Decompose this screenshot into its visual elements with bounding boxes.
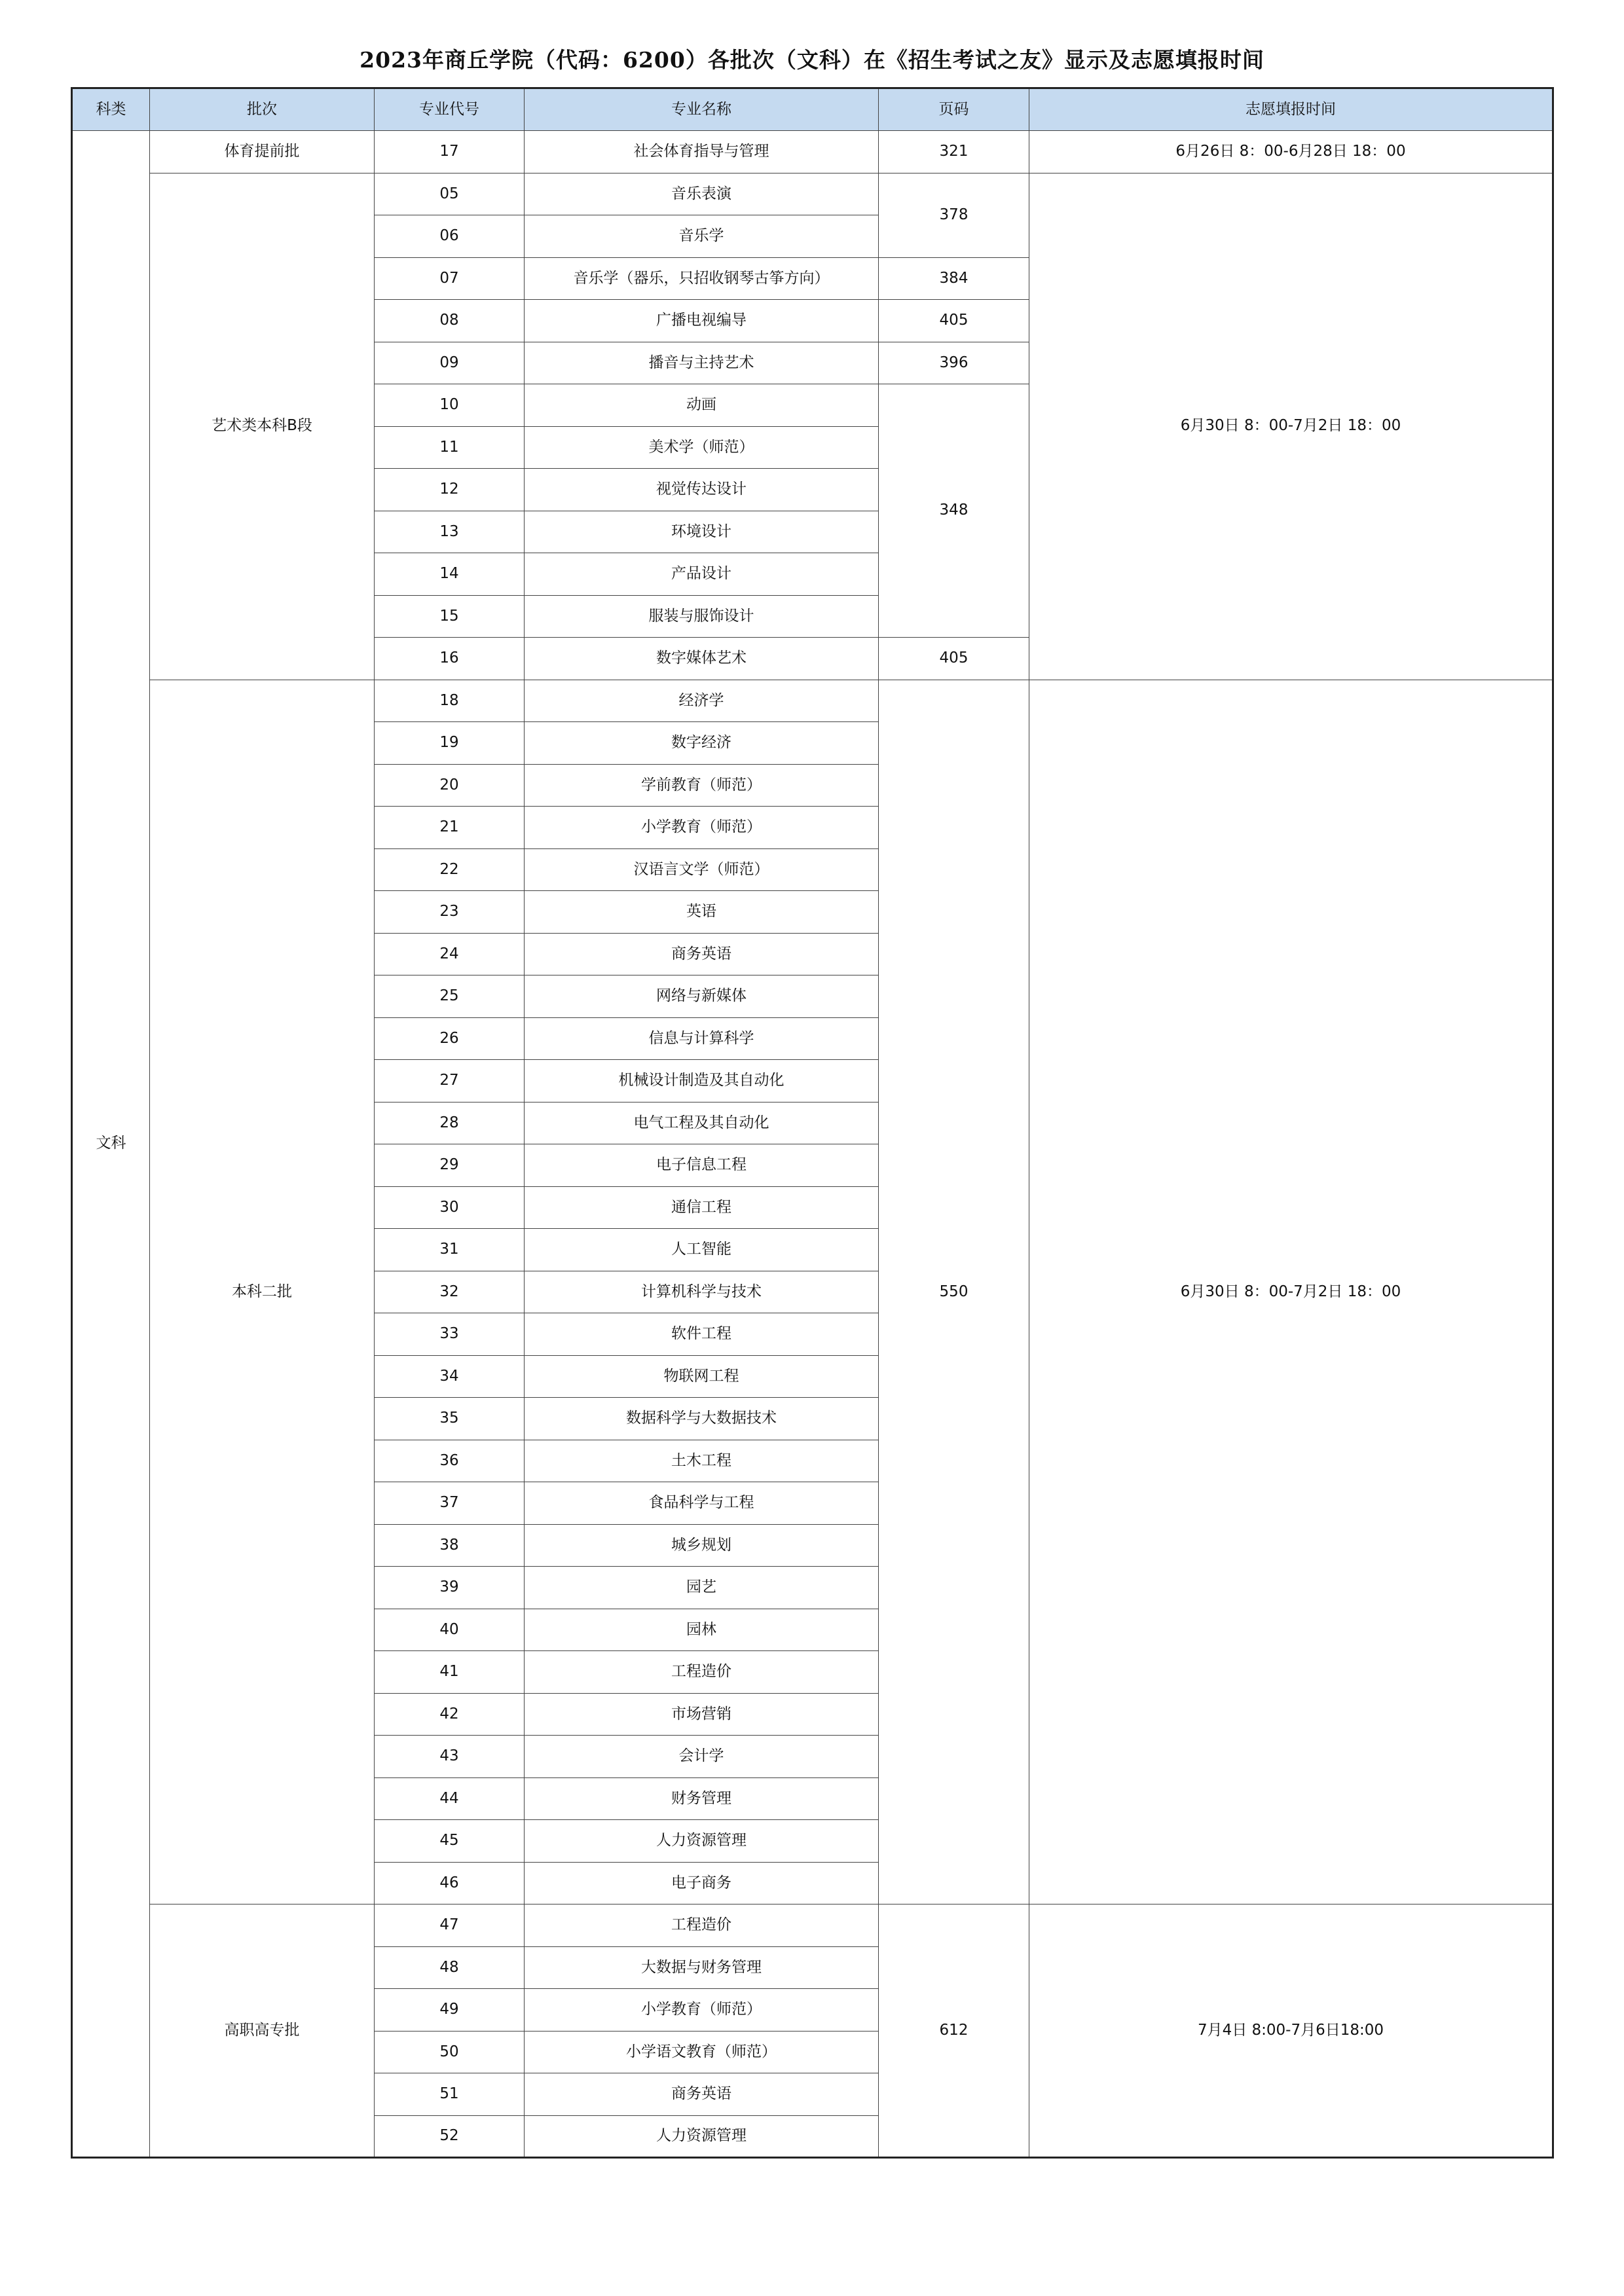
header-kelei: 科类 <box>72 88 150 131</box>
header-pici: 批次 <box>150 88 375 131</box>
major-name-cell: 音乐表演 <box>525 173 879 215</box>
major-name-cell: 播音与主持艺术 <box>525 342 879 384</box>
major-name-cell: 学前教育（师范） <box>525 764 879 807</box>
major-name-cell: 视觉传达设计 <box>525 469 879 511</box>
major-code-cell: 39 <box>375 1567 525 1609</box>
table-row <box>72 1904 1553 1947</box>
major-name-cell: 城乡规划 <box>525 1524 879 1567</box>
major-name-cell: 小学语文教育（师范） <box>525 2031 879 2073</box>
major-code-cell: 32 <box>375 1271 525 1313</box>
application-time-cell: 6月30日 8：00-7月2日 18：00 <box>1029 173 1553 680</box>
major-code-cell: 52 <box>375 2115 525 2158</box>
major-name-cell: 人力资源管理 <box>525 2115 879 2158</box>
major-code-cell: 10 <box>375 384 525 427</box>
major-code-cell: 12 <box>375 469 525 511</box>
major-code-cell: 43 <box>375 1736 525 1778</box>
major-name-cell: 财务管理 <box>525 1777 879 1820</box>
application-time-cell: 6月30日 8：00-7月2日 18：00 <box>1029 680 1553 1904</box>
major-code-cell: 14 <box>375 553 525 596</box>
major-code-cell: 18 <box>375 680 525 722</box>
major-name-cell: 食品科学与工程 <box>525 1482 879 1525</box>
major-name-cell: 物联网工程 <box>525 1355 879 1398</box>
batch-name-cell: 体育提前批 <box>150 131 375 173</box>
page-number-cell: 321 <box>879 131 1029 173</box>
major-code-cell: 36 <box>375 1440 525 1482</box>
major-name-cell: 信息与计算科学 <box>525 1017 879 1060</box>
major-code-cell: 46 <box>375 1862 525 1904</box>
major-name-cell: 电气工程及其自动化 <box>525 1102 879 1144</box>
table-row <box>72 131 1553 173</box>
page-number-cell: 405 <box>879 300 1029 342</box>
major-code-cell: 35 <box>375 1398 525 1440</box>
major-code-cell: 47 <box>375 1904 525 1947</box>
major-code-cell: 37 <box>375 1482 525 1525</box>
batch-name-cell: 本科二批 <box>150 680 375 1904</box>
page-number-cell: 384 <box>879 257 1029 300</box>
major-name-cell: 经济学 <box>525 680 879 722</box>
major-name-cell: 汉语言文学（师范） <box>525 848 879 891</box>
application-time-cell: 7月4日 8:00-7月6日18:00 <box>1029 1904 1553 2158</box>
major-name-cell: 市场营销 <box>525 1693 879 1736</box>
major-code-cell: 25 <box>375 975 525 1018</box>
major-code-cell: 30 <box>375 1186 525 1229</box>
major-name-cell: 英语 <box>525 891 879 934</box>
table-header-row <box>72 88 1553 131</box>
major-code-cell: 29 <box>375 1144 525 1187</box>
major-code-cell: 41 <box>375 1651 525 1694</box>
major-name-cell: 商务英语 <box>525 933 879 975</box>
major-code-cell: 34 <box>375 1355 525 1398</box>
major-name-cell: 动画 <box>525 384 879 427</box>
page-number-cell: 405 <box>879 638 1029 680</box>
schedule-table <box>71 87 1554 2159</box>
major-code-cell: 27 <box>375 1060 525 1102</box>
major-name-cell: 数据科学与大数据技术 <box>525 1398 879 1440</box>
batch-name-cell: 高职高专批 <box>150 1904 375 2158</box>
major-name-cell: 产品设计 <box>525 553 879 596</box>
major-name-cell: 数字媒体艺术 <box>525 638 879 680</box>
major-code-cell: 33 <box>375 1313 525 1356</box>
major-code-cell: 13 <box>375 511 525 553</box>
batch-name-cell: 艺术类本科B段 <box>150 173 375 680</box>
major-code-cell: 06 <box>375 215 525 258</box>
major-code-cell: 17 <box>375 131 525 173</box>
major-name-cell: 软件工程 <box>525 1313 879 1356</box>
major-code-cell: 42 <box>375 1693 525 1736</box>
page-number-cell: 612 <box>879 1904 1029 2158</box>
major-code-cell: 23 <box>375 891 525 934</box>
major-code-cell: 26 <box>375 1017 525 1060</box>
major-name-cell: 计算机科学与技术 <box>525 1271 879 1313</box>
major-name-cell: 商务英语 <box>525 2073 879 2116</box>
major-name-cell: 园林 <box>525 1609 879 1651</box>
major-name-cell: 电子信息工程 <box>525 1144 879 1187</box>
major-name-cell: 环境设计 <box>525 511 879 553</box>
major-code-cell: 31 <box>375 1229 525 1271</box>
major-code-cell: 45 <box>375 1820 525 1863</box>
major-name-cell: 美术学（师范） <box>525 426 879 469</box>
major-name-cell: 小学教育（师范） <box>525 807 879 849</box>
major-name-cell: 工程造价 <box>525 1651 879 1694</box>
table-row <box>72 173 1553 215</box>
kelei-cell: 文科 <box>72 131 150 2158</box>
major-name-cell: 电子商务 <box>525 1862 879 1904</box>
major-code-cell: 09 <box>375 342 525 384</box>
application-time-cell: 6月26日 8：00-6月28日 18：00 <box>1029 131 1553 173</box>
header-time: 志愿填报时间 <box>1029 88 1553 131</box>
major-code-cell: 08 <box>375 300 525 342</box>
major-code-cell: 11 <box>375 426 525 469</box>
major-code-cell: 07 <box>375 257 525 300</box>
major-code-cell: 28 <box>375 1102 525 1144</box>
major-name-cell: 音乐学（器乐，只招收钢琴古筝方向） <box>525 257 879 300</box>
major-name-cell: 广播电视编导 <box>525 300 879 342</box>
major-code-cell: 50 <box>375 2031 525 2073</box>
major-code-cell: 20 <box>375 764 525 807</box>
major-name-cell: 社会体育指导与管理 <box>525 131 879 173</box>
major-name-cell: 小学教育（师范） <box>525 1989 879 2032</box>
page-number-cell: 550 <box>879 680 1029 1904</box>
major-code-cell: 44 <box>375 1777 525 1820</box>
major-code-cell: 15 <box>375 595 525 638</box>
major-name-cell: 园艺 <box>525 1567 879 1609</box>
major-code-cell: 24 <box>375 933 525 975</box>
header-code: 专业代号 <box>375 88 525 131</box>
major-code-cell: 21 <box>375 807 525 849</box>
major-name-cell: 机械设计制造及其自动化 <box>525 1060 879 1102</box>
page-number-cell: 396 <box>879 342 1029 384</box>
major-name-cell: 大数据与财务管理 <box>525 1946 879 1989</box>
major-code-cell: 40 <box>375 1609 525 1651</box>
major-name-cell: 工程造价 <box>525 1904 879 1947</box>
major-code-cell: 38 <box>375 1524 525 1567</box>
table-body <box>72 131 1553 2158</box>
major-name-cell: 数字经济 <box>525 722 879 765</box>
major-name-cell: 人力资源管理 <box>525 1820 879 1863</box>
major-name-cell: 服装与服饰设计 <box>525 595 879 638</box>
major-code-cell: 49 <box>375 1989 525 2032</box>
major-name-cell: 音乐学 <box>525 215 879 258</box>
major-code-cell: 19 <box>375 722 525 765</box>
major-code-cell: 05 <box>375 173 525 215</box>
major-name-cell: 土木工程 <box>525 1440 879 1482</box>
major-name-cell: 通信工程 <box>525 1186 879 1229</box>
major-name-cell: 网络与新媒体 <box>525 975 879 1018</box>
page-title: 2023年商丘学院（代码：6200）各批次（文科）在《招生考试之友》显示及志愿填报时间 <box>360 47 1264 73</box>
major-code-cell: 16 <box>375 638 525 680</box>
page-number-cell: 348 <box>879 384 1029 638</box>
major-code-cell: 22 <box>375 848 525 891</box>
table-row <box>72 680 1553 722</box>
header-page: 页码 <box>879 88 1029 131</box>
major-name-cell: 人工智能 <box>525 1229 879 1271</box>
major-code-cell: 48 <box>375 1946 525 1989</box>
page-number-cell: 378 <box>879 173 1029 257</box>
major-code-cell: 51 <box>375 2073 525 2116</box>
header-name: 专业名称 <box>525 88 879 131</box>
major-name-cell: 会计学 <box>525 1736 879 1778</box>
